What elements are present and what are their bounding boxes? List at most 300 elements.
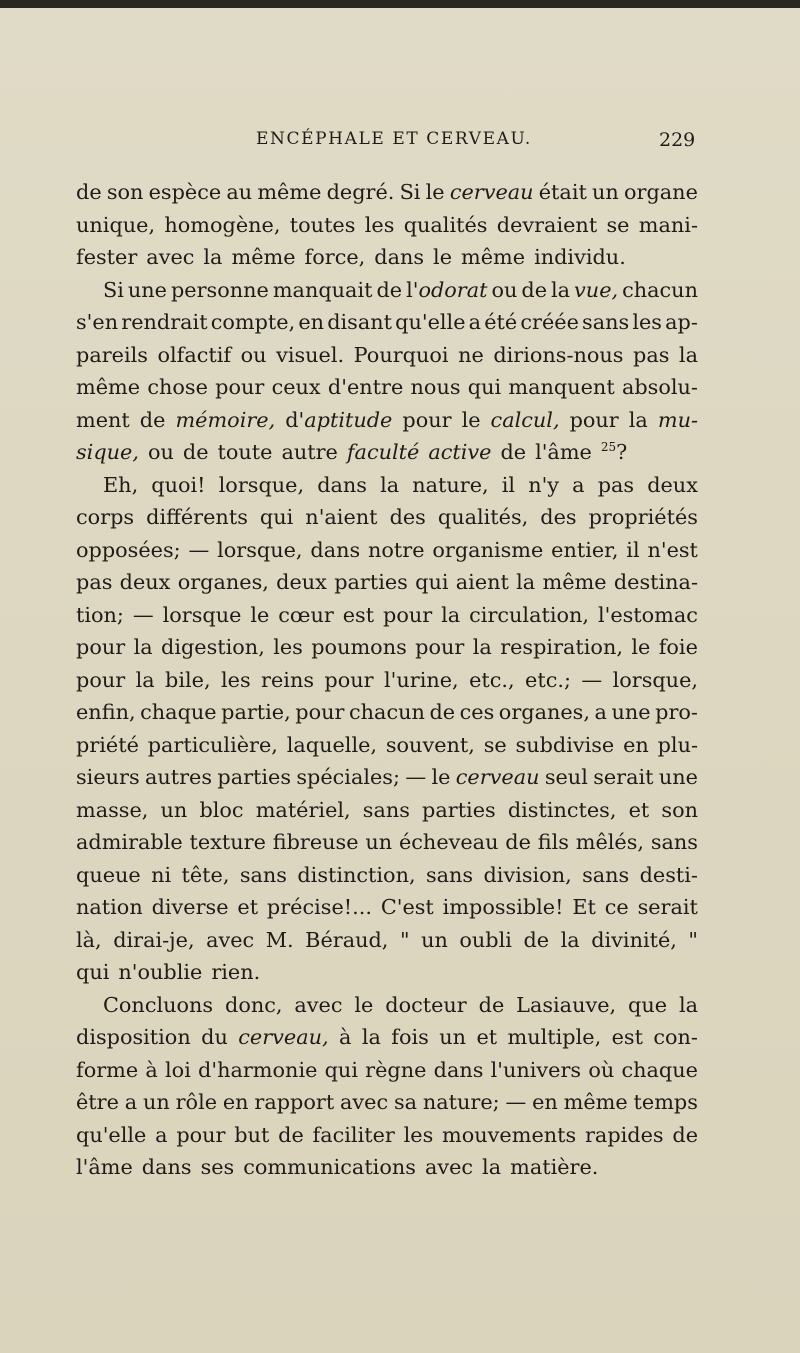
word-part: calcul, [490,407,560,432]
word-part: la [628,407,648,432]
word-part: Si [399,180,421,204]
word [606,209,629,242]
word-part: toutes [289,212,356,237]
word [120,566,171,599]
word [157,339,231,372]
word [76,1151,133,1184]
word-part: différents [146,505,248,529]
word [624,176,698,209]
word-part: il [501,472,516,497]
word [528,469,559,502]
word [402,404,451,437]
word [76,696,136,729]
word-part: dirai-je, [113,927,195,952]
word-part: qui [415,570,449,594]
word [176,1086,217,1119]
word [290,209,356,242]
word [287,729,377,762]
word-part: qu'elle [395,310,466,334]
word [237,891,258,924]
text-line [76,696,698,729]
word [572,891,596,924]
word-part: chaque [621,1057,698,1082]
word-part: précise!... [266,895,372,919]
word [278,1119,304,1152]
word [298,306,324,339]
word-part: organes, [498,700,590,724]
text-line [76,1151,698,1184]
text-line [76,501,698,534]
word-part: d'harmonie [198,1057,318,1082]
word-part: division, [483,862,572,887]
word [365,209,395,242]
word [516,566,535,599]
word-part: odorat [418,277,488,302]
word-part: avec [424,1155,474,1179]
word-part: ces [459,700,495,724]
word-part: souvent, [385,732,475,757]
word [223,1086,249,1119]
word [460,696,495,729]
word-part: s'en [76,310,119,334]
text-line [76,761,698,794]
word [429,696,455,729]
word [411,371,461,404]
text-line [76,599,698,632]
word [390,501,426,534]
word [613,664,698,697]
word-part: pour [383,602,433,627]
word-part: et [237,895,259,919]
text-line [76,989,698,1022]
text-line [76,274,698,307]
word-part: la [380,472,400,497]
word [400,924,410,957]
word [406,274,487,307]
word [688,924,698,957]
word-part: que [628,992,668,1017]
word-part: propriétés [588,505,698,529]
word [260,501,293,534]
word-part: temps [633,1090,698,1114]
word [629,794,650,827]
word [433,241,452,274]
word-part: multiple, [507,1025,602,1049]
word [423,1086,500,1119]
word-part: notre [368,537,425,562]
word-part: deux [647,472,698,497]
word [479,989,505,1022]
word [267,891,372,924]
word-part: olfactif [157,342,232,367]
word [149,176,222,209]
word [76,176,102,209]
word-part: n'aient [305,505,378,529]
word [295,696,344,729]
word-part: unique, [76,212,156,237]
word-part: — [132,602,154,627]
word-part: organes, [177,570,269,594]
word-part: sans [650,830,698,854]
word [659,761,698,794]
word [551,534,618,567]
word-part: Pourquoi [353,342,449,367]
word-part: le [250,602,270,627]
word-part: organe [624,180,698,204]
word [395,306,465,339]
word-part: digestion, [161,635,265,659]
word [576,826,644,859]
body-text [76,176,698,1184]
word-part: desti- [639,862,698,887]
word [121,306,207,339]
word-part: fester [76,245,138,269]
word [653,1021,698,1054]
word-part: en [623,732,649,757]
word [206,924,254,957]
word [334,566,408,599]
word [497,209,597,242]
word [310,534,360,567]
text-line [76,209,698,242]
word-part: de [76,180,102,204]
word-part: l'urine, [384,667,459,692]
word-part: même [257,180,322,204]
word [394,1086,417,1119]
word-part: deux [276,570,327,594]
word [76,436,139,469]
text-line [76,664,698,697]
word-part: même [563,1090,628,1114]
word [538,826,569,859]
word-part: nature; [422,1090,500,1114]
word [238,1021,328,1054]
word-part: où [588,1057,615,1082]
word-part: la [135,667,155,692]
word [582,306,629,339]
word [142,1151,192,1184]
word-part: créée [520,310,579,334]
word-part: entier, [551,537,619,562]
word [611,696,650,729]
word [655,696,698,729]
word-part: rendrait [121,310,208,334]
word [148,729,278,762]
word [574,274,618,307]
word-part: docteur [385,992,467,1017]
word [593,761,653,794]
word-part: active [428,440,492,464]
word-part: un [439,1025,467,1049]
word [658,404,698,437]
word-part: là, [76,927,102,952]
word-part: Si [103,277,124,302]
word [415,566,448,599]
word [225,989,283,1022]
word-part: les [273,635,303,659]
word-part: serait [593,765,654,789]
word-part: cerveau [449,180,534,204]
word-part: mouvements [442,1122,577,1147]
word-part: un [160,797,188,822]
word [296,761,400,794]
word-part: C'est [380,895,434,919]
word [349,696,425,729]
word-part: particulière, [147,732,278,757]
word [543,566,607,599]
word-part: des [540,505,577,529]
word-part: la [133,635,153,659]
word [516,989,616,1022]
word [103,469,138,502]
word-part: circulation, [469,602,590,627]
word-part: ou [147,440,174,464]
word-part: l'estomac [597,602,698,627]
word [163,599,242,632]
word-part: pour [215,375,265,399]
word-part: ? [616,440,628,464]
word [651,826,698,859]
word-part: rapides [584,1122,664,1147]
word [211,306,295,339]
word [161,631,265,664]
word [508,371,614,404]
word-part: se [606,212,630,237]
word-part: était [538,180,587,204]
word [240,859,287,892]
word [234,1119,269,1152]
word [107,176,144,209]
word-part: parties [217,765,292,789]
word-part: dirions-nous [493,342,624,367]
word-part: et [476,1025,498,1049]
word-part: mani- [638,212,698,237]
word-part: à [145,1057,158,1082]
word-part: chacun [622,277,698,302]
word-part: chose [147,375,208,399]
word-part: la [678,992,698,1017]
word-part: du [201,1025,228,1049]
word-part: en [532,1090,558,1114]
word-part: faciliter [312,1122,395,1147]
word-part: pour [176,1122,226,1147]
word [118,956,202,989]
word-part: qualités, [437,505,529,529]
word-part: pour [415,635,465,659]
word [221,696,291,729]
word-part: de [429,700,456,724]
word [461,241,525,274]
word [629,404,648,437]
word [76,599,124,632]
word [425,1151,473,1184]
word-part: sans [582,310,630,334]
word-part: la [560,927,580,952]
word-part: donc, [225,992,283,1017]
word-part: seul [544,765,588,789]
word [363,794,410,827]
word-part: faculté [346,440,420,464]
word-part: il [626,537,640,562]
word [400,176,421,209]
word-part: mu- [657,407,698,432]
text-line [76,404,698,437]
word [198,1054,317,1087]
word [178,566,269,599]
word [598,599,698,632]
word [165,664,211,697]
word [623,729,649,762]
word-part: un [592,180,619,204]
word-part: vue, [574,277,619,302]
word [328,371,403,404]
word-part: pareils [76,342,148,367]
word-part: être [76,1090,119,1114]
word [273,631,303,664]
word [217,761,291,794]
word-part: sans [582,862,630,887]
word-part: ne [458,342,484,367]
word-part: et [628,797,650,822]
word [626,534,639,567]
word-part: autre [281,440,338,464]
word [313,1119,395,1152]
word-part: de [376,277,403,302]
word-part: laquelle, [286,732,378,757]
word [431,761,450,794]
word [672,1119,698,1152]
word-part: absolu- [621,375,698,399]
word-part: sa [393,1090,418,1114]
word [231,241,295,274]
word [203,241,222,274]
word-part: un [142,1090,170,1114]
word [426,859,473,892]
word-part: qui [467,375,502,399]
word [128,274,167,307]
word-part: le [461,407,481,432]
word-part: divinité, [591,927,677,952]
word [305,241,366,274]
word [113,924,194,957]
word-part: ap- [665,310,698,334]
word-part: disposition [76,1025,191,1049]
word-part: spéciales; [296,765,400,789]
word-part: plu- [657,732,698,757]
word [520,306,579,339]
word-part: sieurs [76,765,140,789]
word-part: impossible! [442,895,564,919]
word-part: pas [76,570,113,594]
word [76,664,125,697]
word [484,306,517,339]
word [219,469,304,502]
text-line [76,241,698,274]
word [188,534,209,567]
word-part: — [405,765,427,789]
word [211,956,260,989]
word [221,664,251,697]
word [476,1021,497,1054]
word [412,469,488,502]
word [134,631,153,664]
word [164,209,280,242]
word-part: pour [76,635,126,659]
word [125,1086,137,1119]
word [500,631,623,664]
word [469,664,515,697]
word [391,1021,429,1054]
word-part: disant [327,310,393,334]
word-part: tion; [76,602,124,627]
word-part: qualités [403,212,488,237]
word [384,664,459,697]
text-line [76,306,698,339]
word-part: a [594,700,607,724]
word-part: bloc [199,797,244,822]
word [438,501,528,534]
word [432,534,543,567]
word-part: — [505,1090,527,1114]
word [190,826,266,859]
word [250,599,269,632]
word [183,436,209,469]
word [612,1021,643,1054]
word [469,306,481,339]
word [217,534,302,567]
word [499,696,590,729]
word-part: n'y [528,472,560,497]
word [658,729,698,762]
word-part: son [106,180,144,204]
word-part: sans [362,797,410,822]
word-part: cerveau [455,765,540,789]
word-part: se [483,732,507,757]
word-part: matière. [510,1155,599,1179]
page-number: 229 [659,129,696,151]
page-header [0,129,800,159]
word-part: compte, [210,310,296,334]
word [151,859,171,892]
word [592,176,619,209]
word [243,1151,416,1184]
word-part: organisme [432,537,544,562]
word-part: espèce [148,180,222,204]
text-line [76,1119,698,1152]
word [76,209,155,242]
word-part: a [124,1090,138,1114]
word [76,306,118,339]
word-part: dans [310,537,361,562]
word [491,274,517,307]
word [146,241,194,274]
word [381,891,434,924]
word [404,209,488,242]
word [661,794,698,827]
word [505,826,531,859]
word [456,761,540,794]
word [632,306,662,339]
word [614,566,698,599]
word [76,794,148,827]
word-part: nature, [412,472,489,497]
word [145,1054,157,1087]
text-line [76,826,698,859]
word-part: qu'elle [76,1122,147,1147]
word [76,729,139,762]
word-part: avec [294,992,343,1017]
word [605,891,629,924]
